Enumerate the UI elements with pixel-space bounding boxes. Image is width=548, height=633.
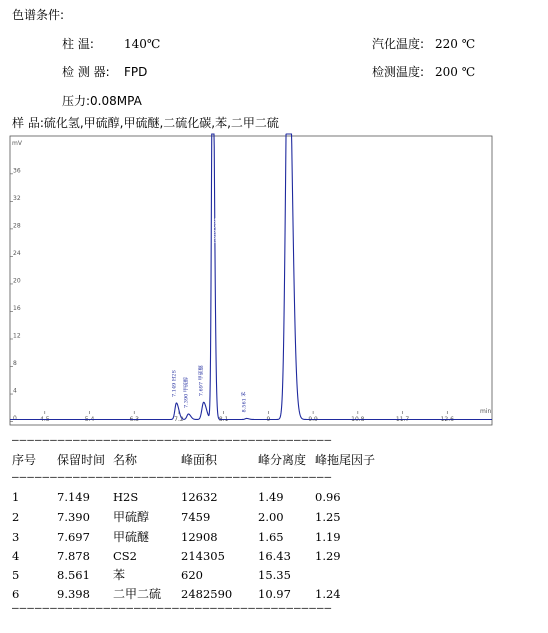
table-header-cell: 保留时间 bbox=[57, 453, 106, 467]
table-header-cell: 名称 bbox=[113, 453, 138, 467]
pressure-line: 压力:0.08MPA bbox=[62, 94, 142, 108]
y-tick-label: 36 bbox=[13, 167, 21, 175]
table-cell: H2S bbox=[113, 490, 139, 504]
peak-label: 7.390 甲硫醇 bbox=[183, 377, 190, 408]
table-cell: 1.49 bbox=[258, 490, 284, 504]
y-tick-label: 12 bbox=[13, 332, 21, 340]
table-cell: 甲硫醚 bbox=[113, 530, 150, 544]
table-cell: 10.97 bbox=[258, 587, 291, 601]
y-tick-label: 16 bbox=[13, 304, 21, 312]
table-cell: 7.390 bbox=[57, 510, 90, 524]
table-header-cell: 峰面积 bbox=[181, 453, 218, 467]
table-cell: 620 bbox=[181, 568, 203, 582]
x-tick-label: 8.1 bbox=[218, 416, 229, 423]
sample-line: 样 品:硫化氢,甲硫醇,甲硫醚,二硫化碳,苯,二甲二硫 bbox=[12, 116, 279, 130]
table-header-row bbox=[0, 453, 548, 469]
table-cell: 12908 bbox=[181, 530, 218, 544]
table-cell: 2482590 bbox=[181, 587, 233, 601]
y-tick-label: 0 bbox=[13, 415, 17, 423]
peak-label: 8.561 苯 bbox=[241, 391, 248, 413]
y-tick-label: 32 bbox=[13, 194, 21, 202]
y-tick-label: 8 bbox=[13, 360, 17, 368]
y-tick-label: 24 bbox=[13, 249, 21, 257]
detector-label: 检 测 器: bbox=[62, 65, 110, 79]
x-tick-label: 11.7 bbox=[395, 416, 410, 423]
x-tick-label: 7.2 bbox=[174, 416, 184, 423]
table-cell: 7.697 bbox=[57, 530, 90, 544]
table-cell: 5 bbox=[12, 568, 20, 582]
detector-temp-value: 200 ℃ bbox=[435, 65, 476, 79]
x-axis-unit-label: min bbox=[480, 408, 492, 415]
table-row bbox=[0, 587, 548, 603]
table-cell: 1.25 bbox=[315, 510, 341, 524]
peak-label: 9.398 二甲二硫 bbox=[287, 208, 294, 244]
table-cell: 1 bbox=[12, 490, 20, 504]
table-cell: 1.19 bbox=[315, 530, 341, 544]
table-bottom-rule: —————————————————————————————————————————— bbox=[12, 603, 333, 613]
column-temp-label: 柱 温: bbox=[62, 37, 94, 51]
y-tick-label: 20 bbox=[13, 277, 21, 285]
table-cell: CS2 bbox=[113, 549, 137, 563]
table-cell: 8.561 bbox=[57, 568, 90, 582]
peak-label: 7.878 CS2 bbox=[211, 217, 218, 244]
table-header-cell: 峰分离度 bbox=[258, 453, 307, 467]
table-cell: 二甲二硫 bbox=[113, 587, 162, 601]
x-tick-label: 12.6 bbox=[440, 416, 454, 423]
table-cell: 214305 bbox=[181, 549, 225, 563]
table-cell: 7459 bbox=[181, 510, 211, 524]
table-row bbox=[0, 568, 548, 584]
detector-temp-label: 检测温度: bbox=[372, 65, 425, 79]
table-cell: 12632 bbox=[181, 490, 218, 504]
table-row bbox=[0, 530, 548, 546]
y-tick-label: 28 bbox=[13, 222, 21, 230]
table-cell: 7.149 bbox=[57, 490, 90, 504]
table-cell: 15.35 bbox=[258, 568, 291, 582]
chromatogram-chart bbox=[0, 132, 548, 428]
table-cell: 9.398 bbox=[57, 587, 90, 601]
chart-frame bbox=[10, 136, 492, 425]
injector-temp-label: 汽化温度: bbox=[372, 37, 425, 51]
table-row bbox=[0, 510, 548, 526]
table-header-cell: 序号 bbox=[12, 453, 37, 467]
x-tick-label: 9 bbox=[266, 416, 271, 423]
injector-temp-value: 220 ℃ bbox=[435, 37, 476, 51]
x-tick-label: 5.4 bbox=[84, 416, 95, 423]
table-cell: 3 bbox=[12, 530, 20, 544]
table-cell: 2.00 bbox=[258, 510, 284, 524]
table-row bbox=[0, 549, 548, 565]
table-cell: 1.24 bbox=[315, 587, 341, 601]
table-cell: 4 bbox=[12, 549, 20, 563]
conditions-heading: 色谱条件: bbox=[12, 8, 65, 22]
table-header-cell: 峰拖尾因子 bbox=[315, 453, 376, 467]
table-header-rule: —————————————————————————————————————————— bbox=[12, 472, 333, 482]
y-tick-label: 4 bbox=[13, 387, 17, 395]
table-cell: 1.65 bbox=[258, 530, 284, 544]
y-axis-unit-label: mV bbox=[12, 140, 22, 147]
column-temp-value: 140℃ bbox=[124, 37, 161, 51]
table-top-rule: —————————————————————————————————————————— bbox=[12, 435, 333, 445]
table-cell: 6 bbox=[12, 587, 20, 601]
detector-value: FPD bbox=[124, 65, 148, 79]
x-tick-label: 6.3 bbox=[129, 416, 140, 423]
x-tick-label: 9.9 bbox=[308, 416, 318, 423]
peak-label: 7.697 甲硫醚 bbox=[198, 365, 205, 397]
x-tick-label: 4.5 bbox=[40, 416, 50, 423]
table-cell: 0.96 bbox=[315, 490, 341, 504]
peak-label: 7.149 H2S bbox=[171, 370, 178, 397]
table-row bbox=[0, 490, 548, 506]
table-cell: 甲硫醇 bbox=[113, 510, 150, 524]
table-cell: 16.43 bbox=[258, 549, 291, 563]
table-cell: 7.878 bbox=[57, 549, 90, 563]
table-cell: 1.29 bbox=[315, 549, 341, 563]
x-tick-label: 10.8 bbox=[351, 416, 365, 423]
table-cell: 苯 bbox=[113, 568, 126, 582]
table-cell: 2 bbox=[12, 510, 20, 524]
